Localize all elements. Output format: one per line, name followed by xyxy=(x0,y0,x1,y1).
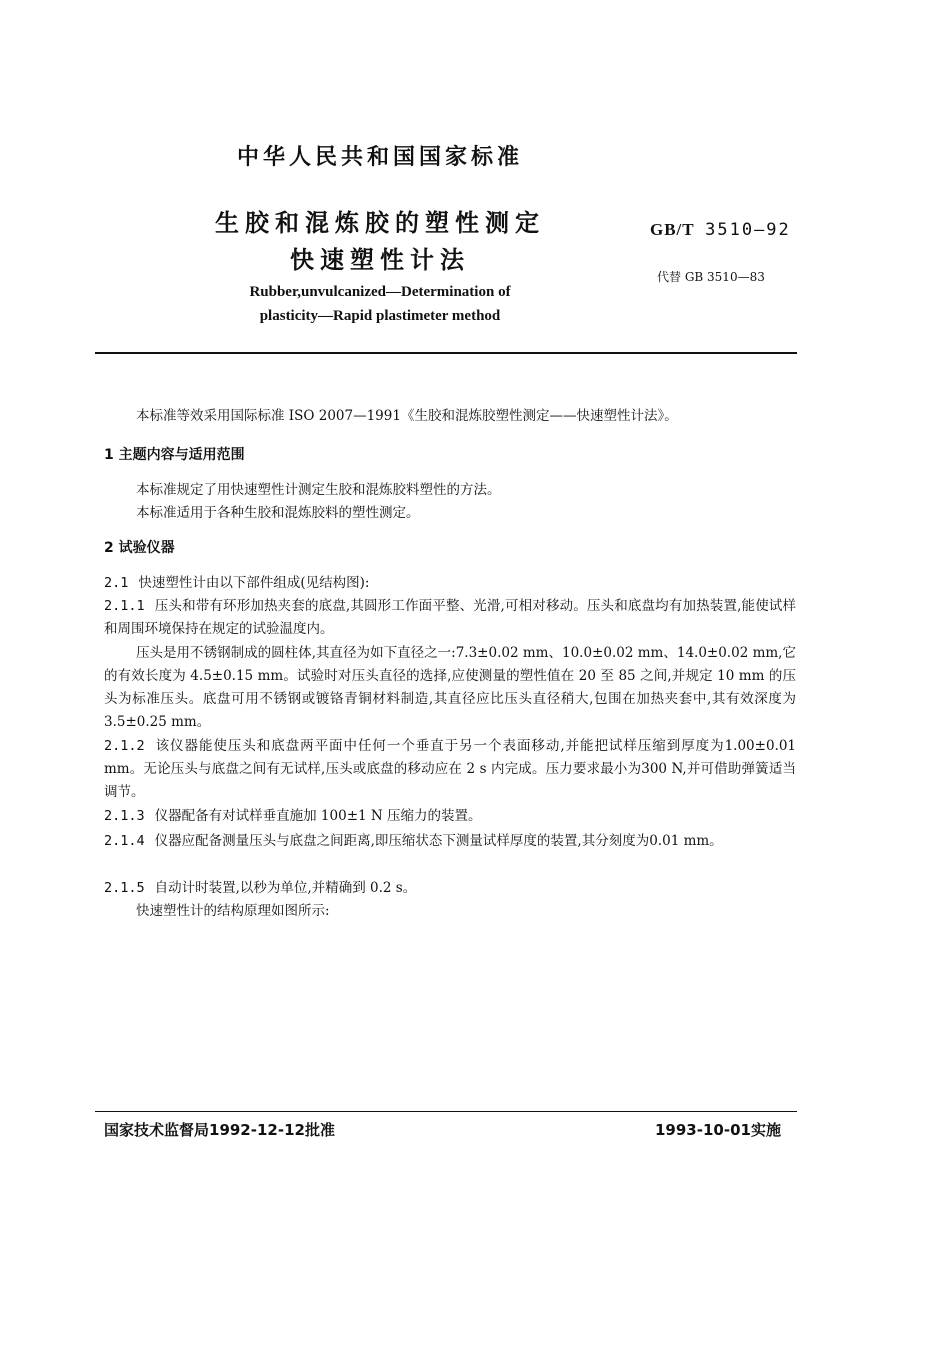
title-cn-line2: 快速塑性计法 xyxy=(290,246,470,274)
intro-paragraph: 本标准等效采用国际标准 ISO 2007—1991《生胶和混炼胶塑性测定——快速塑性计法》。 xyxy=(136,408,678,424)
clause-2-1-2 xyxy=(104,735,796,804)
clause-2-1-number: 2.1 xyxy=(104,575,129,591)
approval-date: 国家技术监督局1992-12-12批准 xyxy=(104,1121,335,1139)
section-1-paragraph-1: 本标准规定了用快速塑性计测定生胶和混炼胶料塑性的方法。 xyxy=(136,482,501,498)
standard-code xyxy=(650,220,791,240)
section-2-heading: 2 试验仪器 xyxy=(104,540,175,556)
title-cn-line1: 生胶和混炼胶的塑性测定 xyxy=(215,209,545,237)
clause-2-1-5-text: 自动计时装置,以秒为单位,并精确到 0.2 s。 xyxy=(154,880,417,896)
clause-2-1 xyxy=(104,572,796,595)
clause-2-1-3 xyxy=(104,805,796,828)
clause-2-1-1 xyxy=(104,595,796,641)
title-en-line1: Rubber,unvulcanized—Determination of xyxy=(249,284,511,300)
clause-2-1-4-number: 2.1.4 xyxy=(104,833,145,849)
figure-intro: 快速塑性计的结构原理如图所示: xyxy=(136,903,330,919)
footer-divider xyxy=(95,1111,797,1112)
clause-2-1-3-number: 2.1.3 xyxy=(104,808,145,824)
clause-2-1-1-text: 压头和带有环形加热夹套的底盘,其圆形工作面平整、光滑,可相对移动。压头和底盘均有加热装置,能使试样和周围环境保持在规定的试验温度内。 xyxy=(104,598,796,637)
section-1-heading: 1 主题内容与适用范围 xyxy=(104,447,245,463)
clause-2-1-text: 快速塑性计由以下部件组成(见结构图): xyxy=(138,575,370,591)
clause-2-1-1-paragraph-2: 压头是用不锈钢制成的圆柱体,其直径为如下直径之一:7.3±0.02 mm、10.0±0.02 mm、14.0±0.02 mm,它的有效长度为 4.5±0.15 mm。试验时对压头直径的选择,应使测量的塑性值在 20 至 85 之间,并规定 10 mm 的压头为标准压头。底盘可用不锈钢或镀铬青铜材料制造,其直径应比压头直径稍大,包围在加热夹套中,其有效深度为 3.5±0.25 mm。 xyxy=(104,645,796,730)
clause-2-1-2-number: 2.1.2 xyxy=(104,738,145,754)
standard-code-number: 3510—92 xyxy=(705,220,791,240)
title-en-line2: plasticity—Rapid plastimeter method xyxy=(259,308,501,324)
clause-2-1-3-text: 仪器配备有对试样垂直施加 100±1 N 压缩力的装置。 xyxy=(154,808,482,824)
standard-code-prefix: GB/T xyxy=(650,220,695,239)
replaces-standard: 代替 GB 3510—83 xyxy=(657,270,765,284)
clause-2-1-2-text: 该仪器能使压头和底盘两平面中任何一个垂直于另一个表面移动,并能把试样压缩到厚度为1.00±0.01 mm。无论压头与底盘之间有无试样,压头或底盘的移动应在 2 s 内完成。压力要求最小为300 N,并可借助弹簧适当调节。 xyxy=(104,738,797,800)
clause-2-1-5 xyxy=(104,877,796,900)
clause-2-1-4 xyxy=(104,830,796,853)
section-1-paragraph-2: 本标准适用于各种生胶和混炼胶料的塑性测定。 xyxy=(136,505,420,521)
clause-2-1-5-number: 2.1.5 xyxy=(104,880,145,896)
clause-2-1-1-number: 2.1.1 xyxy=(104,598,145,614)
header-divider xyxy=(95,352,797,354)
implementation-date: 1993-10-01实施 xyxy=(655,1121,781,1139)
national-standard-header: 中华人民共和国国家标准 xyxy=(236,145,523,170)
clause-2-1-4-text: 仪器应配备测量压头与底盘之间距离,即压缩状态下测量试样厚度的装置,其分刻度为0.01 mm。 xyxy=(154,833,723,849)
